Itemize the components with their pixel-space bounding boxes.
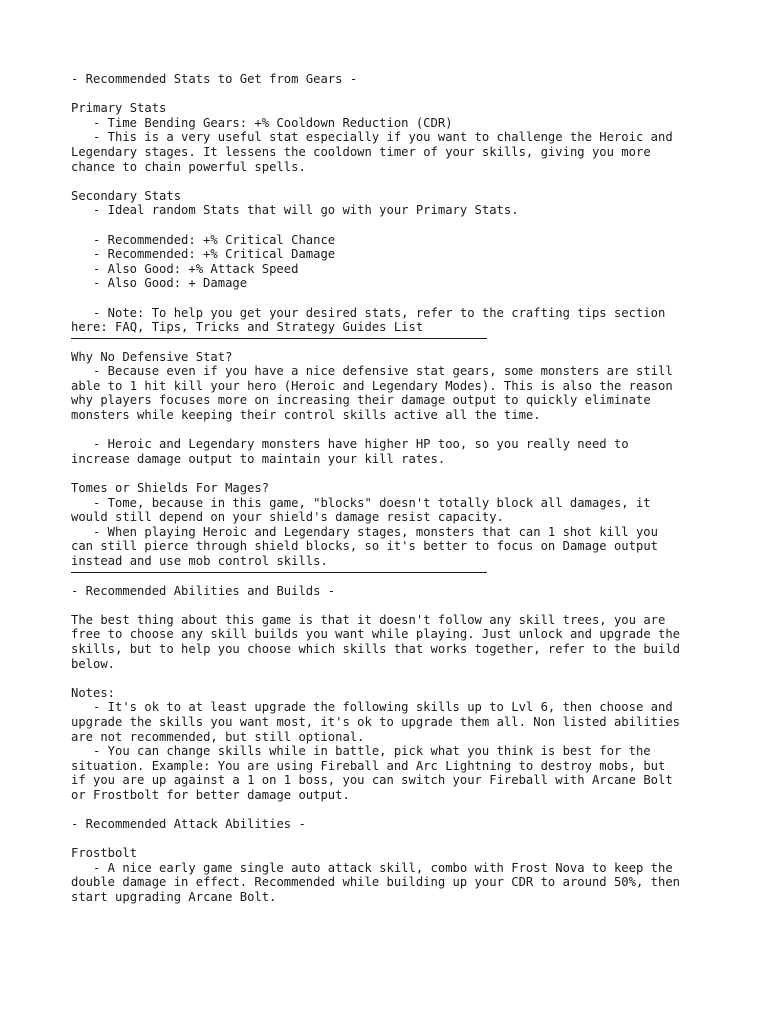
document-page: [71, 72, 711, 905]
notes-line: are not recommended, but still optional.: [71, 729, 365, 744]
tomes-title: Tomes or Shields For Mages?: [71, 481, 270, 496]
divider: [71, 572, 487, 573]
secondary-stats-title: Secondary Stats: [71, 188, 182, 203]
secondary-list-item: - Recommended: +% Critical Chance: [93, 232, 336, 247]
frostbolt-line: double damage in effect. Recommended while building up your CDR to around 50%, then: [71, 875, 681, 890]
abilities-intro-line: free to choose any skill builds you want while playing. Just unlock and upgrade the: [71, 627, 681, 642]
notes-line: - You can change skills while in battle, pick what you think is best for the: [93, 744, 651, 759]
secondary-list-item: - Also Good: + Damage: [93, 276, 248, 291]
defensive-title: Why No Defensive Stat?: [71, 349, 233, 364]
primary-line: Legendary stages. It lessens the cooldown timer of your skills, giving you more: [71, 144, 651, 159]
notes-line: upgrade the skills you want most, it's ok to upgrade them all. Non listed abilities: [71, 714, 681, 729]
frostbolt-line: - A nice early game single auto attack skill, combo with Frost Nova to keep the: [93, 860, 673, 875]
tomes-line: can still pierce through shield blocks, so it's better to focus on Damage output: [71, 539, 658, 554]
defensive-line: - Heroic and Legendary monsters have higher HP too, so you really need to: [93, 437, 629, 452]
defensive-line: monsters while keeping their control skills active all the time.: [71, 408, 541, 423]
defensive-line: why players focuses more on increasing their damage output to quickly eliminate: [71, 393, 651, 408]
notes-line: situation. Example: You are using Fireball and Arc Lightning to destroy mobs, but: [71, 758, 666, 773]
note-line: here: FAQ, Tips, Tricks and Strategy Guides List: [71, 320, 424, 335]
abilities-heading: - Recommended Abilities and Builds -: [71, 583, 336, 598]
gears-heading: - Recommended Stats to Get from Gears -: [71, 72, 358, 86]
divider: [71, 338, 487, 339]
defensive-line: able to 1 hit kill your hero (Heroic and Legendary Modes). This is also the reason: [71, 378, 673, 393]
primary-line: chance to chain powerful spells.: [71, 159, 306, 174]
note-line: - Note: To help you get your desired stats, refer to the crafting tips section: [93, 305, 666, 320]
secondary-list-item: - Recommended: +% Critical Damage: [93, 247, 336, 262]
frostbolt-line: start upgrading Arcane Bolt.: [71, 890, 277, 905]
frostbolt-title: Frostbolt: [71, 846, 138, 861]
secondary-intro: - Ideal random Stats that will go with your Primary Stats.: [93, 203, 519, 218]
tomes-line: - Tome, because in this game, "blocks" doesn't totally block all damages, it: [93, 495, 651, 510]
abilities-intro-line: skills, but to help you choose which skills that works together, refer to the build: [71, 641, 681, 656]
primary-line: - Time Bending Gears: +% Cooldown Reduction (CDR): [93, 115, 453, 130]
primary-stats-title: Primary Stats: [71, 101, 167, 116]
tomes-line: - When playing Heroic and Legendary stages, monsters that can 1 shot kill you: [93, 524, 658, 539]
defensive-line: - Because even if you have a nice defensive stat gears, some monsters are still: [93, 364, 673, 379]
defensive-line: increase damage output to maintain your kill rates.: [71, 451, 446, 466]
abilities-intro-line: below.: [71, 656, 116, 671]
tomes-line: instead and use mob control skills.: [71, 554, 328, 568]
attack-heading: - Recommended Attack Abilities -: [71, 817, 306, 832]
secondary-list-item: - Also Good: +% Attack Speed: [93, 261, 299, 276]
notes-line: - It's ok to at least upgrade the following skills up to Lvl 6, then choose and: [93, 700, 673, 715]
notes-line: or Frostbolt for better damage output.: [71, 787, 350, 802]
notes-line: if you are up against a 1 on 1 boss, you can switch your Fireball with Arcane Bolt: [71, 773, 673, 788]
tomes-line: would still depend on your shield's damage resist capacity.: [71, 510, 504, 525]
abilities-intro-line: The best thing about this game is that it doesn't follow any skill trees, you are: [71, 612, 666, 627]
primary-line: - This is a very useful stat especially if you want to challenge the Heroic and: [93, 130, 673, 145]
notes-title: Notes:: [71, 685, 116, 700]
